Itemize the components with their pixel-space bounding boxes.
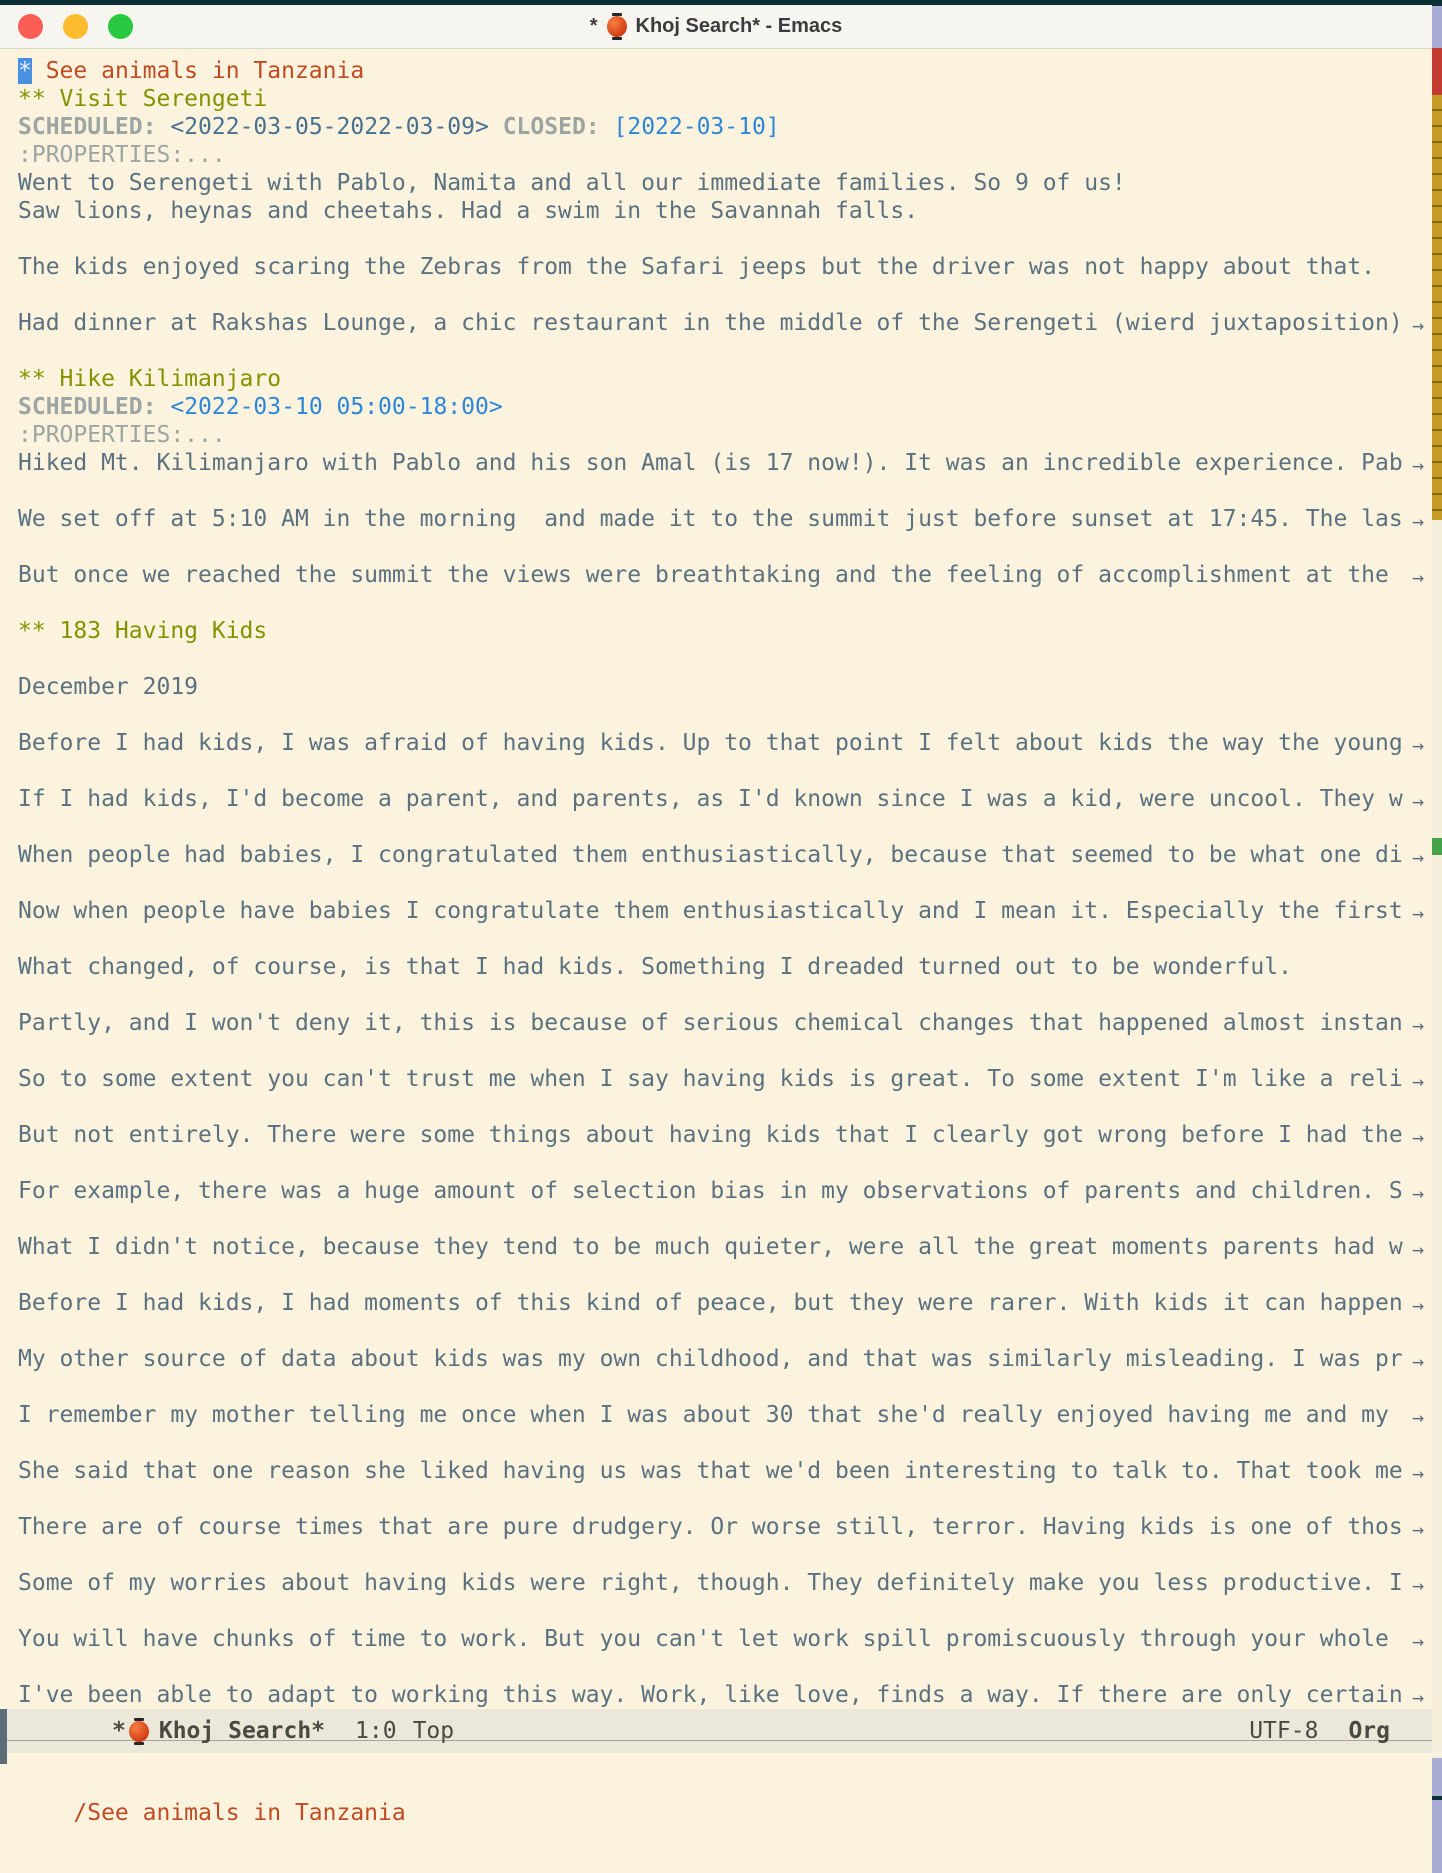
text-segment: My other source of data about kids was my own childhood, and that was similarly misleading. I was pr: [18, 1346, 1403, 1372]
text-segment: We set off at 5:10 AM in the morning and made it to the summit just before sunset at 17:45. The las: [18, 506, 1403, 532]
buffer-line[interactable]: [18, 505, 1432, 533]
buffer-line[interactable]: [18, 1457, 1432, 1485]
truncation-arrow-icon: →: [1411, 789, 1424, 813]
buffer-line[interactable]: [18, 337, 1432, 365]
text-segment: For example, there was a huge amount of selection bias in my observations of parents and children. S: [18, 1178, 1403, 1204]
text-segment: But not entirely. There were some things about having kids that I clearly got wrong before I had the: [18, 1122, 1403, 1148]
truncation-arrow-icon: →: [1411, 1405, 1424, 1429]
text-segment: You will have chunks of time to work. But you can't let work spill promiscuously through your whole: [18, 1626, 1403, 1652]
buffer-line[interactable]: [18, 1597, 1432, 1625]
buffer-line[interactable]: [18, 1485, 1432, 1513]
text-segment: Before I had kids, I was afraid of having kids. Up to that point I felt about kids the way the young: [18, 730, 1403, 756]
buffer[interactable]: [0, 49, 1432, 1709]
window-title: [590, 13, 843, 40]
minimize-button[interactable]: [63, 14, 88, 39]
lantern-icon: [128, 1718, 150, 1745]
minibuffer[interactable]: [0, 1753, 1432, 1873]
text-segment: <2022-03-05-2022-03-09>: [170, 114, 489, 140]
text-segment: When people had babies, I congratulated them enthusiastically, because that seemed to be what one di: [18, 842, 1403, 868]
background-window-sliver-green: [1432, 838, 1442, 855]
buffer-line[interactable]: [18, 729, 1432, 757]
text-segment: Saw lions, heynas and cheetahs. Had a swim in the Savannah falls.: [18, 198, 919, 224]
buffer-line[interactable]: [18, 1317, 1432, 1345]
buffer-line[interactable]: [18, 477, 1432, 505]
text-segment: SCHEDULED:: [18, 114, 157, 140]
text-segment: Some of my worries about having kids were right, though. They definitely make you less productive. I: [18, 1570, 1403, 1596]
text-segment: There are of course times that are pure drudgery. Or worse still, terror. Having kids is one of thos: [18, 1514, 1403, 1540]
text-segment: What changed, of course, is that I had kids. Something I dreaded turned out to be wonderful.: [18, 954, 1292, 980]
buffer-line[interactable]: [18, 1429, 1432, 1457]
buffer-line[interactable]: [18, 617, 1432, 645]
truncation-arrow-icon: →: [1411, 901, 1424, 925]
major-mode-indicator[interactable]: Org: [1348, 1718, 1390, 1744]
truncation-arrow-icon: →: [1411, 733, 1424, 757]
buffer-line[interactable]: [18, 1037, 1432, 1065]
buffer-line[interactable]: [18, 309, 1432, 337]
buffer-line[interactable]: [18, 1653, 1432, 1681]
text-cursor: *: [18, 58, 32, 84]
close-button[interactable]: [18, 14, 43, 39]
text-segment: :PROPERTIES:...: [18, 142, 226, 168]
mode-line-left: [0, 1718, 454, 1745]
buffer-line[interactable]: [18, 1009, 1432, 1037]
title-bar[interactable]: [0, 5, 1432, 49]
buffer-line[interactable]: [18, 1345, 1432, 1373]
title-star: *: [589, 15, 598, 37]
buffer-line[interactable]: [18, 1513, 1432, 1541]
text-segment: Went to Serengeti with Pablo, Namita and all our immediate families. So 9 of us!: [18, 170, 1126, 196]
zoom-button[interactable]: [108, 14, 133, 39]
truncation-arrow-icon: →: [1411, 1069, 1424, 1093]
text-segment: But once we reached the summit the views were breathtaking and the feeling of accomplishment at the: [18, 562, 1403, 588]
text-segment: [156, 114, 170, 140]
buffer-line[interactable]: [18, 813, 1432, 841]
buffer-line[interactable]: [18, 1569, 1432, 1597]
text-segment: See animals in Tanzania: [31, 58, 365, 84]
minibuffer-text: /See animals in Tanzania: [73, 1800, 406, 1826]
buffer-line[interactable]: [18, 1681, 1432, 1709]
text-segment: I remember my mother telling me once when I was about 30 that she'd really enjoyed having me and my: [18, 1402, 1403, 1428]
buffer-line[interactable]: [18, 1065, 1432, 1093]
buffer-line[interactable]: [18, 1093, 1432, 1121]
buffer-line[interactable]: [18, 85, 1432, 113]
modified-star: *: [112, 1718, 126, 1744]
buffer-line[interactable]: [18, 421, 1432, 449]
text-segment: [600, 114, 614, 140]
truncation-arrow-icon: →: [1411, 1013, 1424, 1037]
truncation-arrow-icon: →: [1411, 1293, 1424, 1317]
text-segment: :PROPERTIES:...: [18, 422, 226, 448]
text-segment: Partly, and I won't deny it, this is because of serious chemical changes that happened almost instan: [18, 1010, 1403, 1036]
buffer-line[interactable]: [18, 1373, 1432, 1401]
text-segment: ** Visit Serengeti: [18, 86, 268, 112]
truncation-arrow-icon: →: [1411, 453, 1424, 477]
text-segment: Before I had kids, I had moments of this kind of peace, but they were rarer. With kids it can happen: [18, 1290, 1403, 1316]
buffer-line[interactable]: [18, 225, 1432, 253]
buffer-line[interactable]: [18, 925, 1432, 953]
text-segment: ** 183 Having Kids: [18, 618, 268, 644]
mode-line-left-bar: [0, 1709, 7, 1764]
buffer-line[interactable]: [18, 1177, 1432, 1205]
buffer-line[interactable]: [18, 57, 1432, 85]
title-text: Khoj Search* - Emacs: [635, 15, 843, 37]
text-segment: What I didn't notice, because they tend to be much quieter, were all the great moments parents had w: [18, 1234, 1403, 1260]
text-segment: SCHEDULED:: [18, 394, 157, 420]
buffer-line[interactable]: [18, 169, 1432, 197]
traffic-lights: [18, 14, 133, 39]
text-segment: Now when people have babies I congratulate them enthusiastically and I mean it. Especially the first: [18, 898, 1403, 924]
truncation-arrow-icon: →: [1411, 1349, 1424, 1373]
text-segment: [489, 114, 503, 140]
truncation-arrow-icon: →: [1411, 1237, 1424, 1261]
buffer-line[interactable]: [18, 1261, 1432, 1289]
buffer-line[interactable]: [18, 1233, 1432, 1261]
text-segment: [156, 394, 170, 420]
buffer-line[interactable]: [18, 1149, 1432, 1177]
text-segment: CLOSED:: [502, 114, 600, 140]
text-segment: If I had kids, I'd become a parent, and parents, as I'd known since I was a kid, were uncool. They w: [18, 786, 1403, 812]
buffer-line[interactable]: [18, 757, 1432, 785]
background-window-sliver-red: [1432, 48, 1442, 95]
truncation-arrow-icon: →: [1411, 1181, 1424, 1205]
emacs-window: [0, 5, 1432, 1826]
buffer-name[interactable]: Khoj Search*: [158, 1718, 326, 1744]
buffer-line[interactable]: [18, 645, 1432, 673]
buffer-line[interactable]: [18, 841, 1432, 869]
text-segment: <2022-03-10 05:00-18:00>: [170, 394, 503, 420]
truncation-arrow-icon: →: [1411, 565, 1424, 589]
text-segment: December 2019: [18, 674, 199, 700]
truncation-arrow-icon: →: [1411, 1573, 1424, 1597]
buffer-line[interactable]: [18, 393, 1432, 421]
truncation-arrow-icon: →: [1411, 1629, 1424, 1653]
truncation-arrow-icon: →: [1411, 845, 1424, 869]
text-segment: [2022-03-10]: [613, 114, 780, 140]
background-window-sliver-paper2: [1432, 855, 1442, 1758]
text-segment: I've been able to adapt to working this way. Work, like love, finds a way. If there are only certain: [18, 1682, 1403, 1708]
buffer-line[interactable]: [18, 673, 1432, 701]
buffer-line[interactable]: [18, 253, 1432, 281]
buffer-line[interactable]: [18, 953, 1432, 981]
buffer-line[interactable]: [18, 197, 1432, 225]
scroll-position-indicator: Top: [412, 1718, 455, 1744]
truncation-arrow-icon: →: [1411, 1125, 1424, 1149]
lantern-icon: [606, 13, 628, 40]
buffer-line[interactable]: [18, 701, 1432, 729]
mode-line-right: [1249, 1718, 1432, 1744]
truncation-arrow-icon: →: [1411, 1461, 1424, 1485]
line-column-indicator: 1:0: [355, 1718, 397, 1744]
buffer-line[interactable]: [18, 141, 1432, 169]
buffer-line[interactable]: [18, 1625, 1432, 1653]
text-segment: ** Hike Kilimanjaro: [18, 366, 282, 392]
mode-line: [0, 1709, 1432, 1753]
encoding-indicator: UTF-8: [1249, 1718, 1319, 1744]
truncation-arrow-icon: →: [1411, 313, 1424, 337]
truncation-arrow-icon: →: [1411, 509, 1424, 533]
buffer-line[interactable]: [18, 1289, 1432, 1317]
buffer-line[interactable]: [18, 589, 1432, 617]
buffer-line[interactable]: [18, 1205, 1432, 1233]
buffer-line[interactable]: [18, 869, 1432, 897]
buffer-line[interactable]: [18, 981, 1432, 1009]
buffer-line[interactable]: [18, 897, 1432, 925]
text-segment: She said that one reason she liked having us was that we'd been interesting to talk to. That took me: [18, 1458, 1403, 1484]
background-window-sliver-gold: [1432, 95, 1442, 520]
background-window-sliver-paper: [1432, 520, 1442, 838]
buffer-line[interactable]: [18, 785, 1432, 813]
buffer-line[interactable]: [18, 1121, 1432, 1149]
text-segment: Had dinner at Rakshas Lounge, a chic restaurant in the middle of the Serengeti (wierd juxtaposition): [18, 310, 1403, 336]
buffer-line[interactable]: [18, 281, 1432, 309]
buffer-line[interactable]: [18, 449, 1432, 477]
buffer-line[interactable]: [18, 365, 1432, 393]
buffer-line[interactable]: [18, 1541, 1432, 1569]
buffer-line[interactable]: [18, 1401, 1432, 1429]
text-segment: The kids enjoyed scaring the Zebras from the Safari jeeps but the driver was not happy about that.: [18, 254, 1376, 280]
buffer-line[interactable]: [18, 533, 1432, 561]
buffer-line[interactable]: [18, 561, 1432, 589]
truncation-arrow-icon: →: [1411, 1685, 1424, 1709]
text-segment: Hiked Mt. Kilimanjaro with Pablo and his son Amal (is 17 now!). It was an incredible experience. Pab: [18, 450, 1403, 476]
truncation-arrow-icon: →: [1411, 1517, 1424, 1541]
buffer-line[interactable]: [18, 113, 1432, 141]
text-segment: So to some extent you can't trust me when I say having kids is great. To some extent I'm like a reli: [18, 1066, 1403, 1092]
